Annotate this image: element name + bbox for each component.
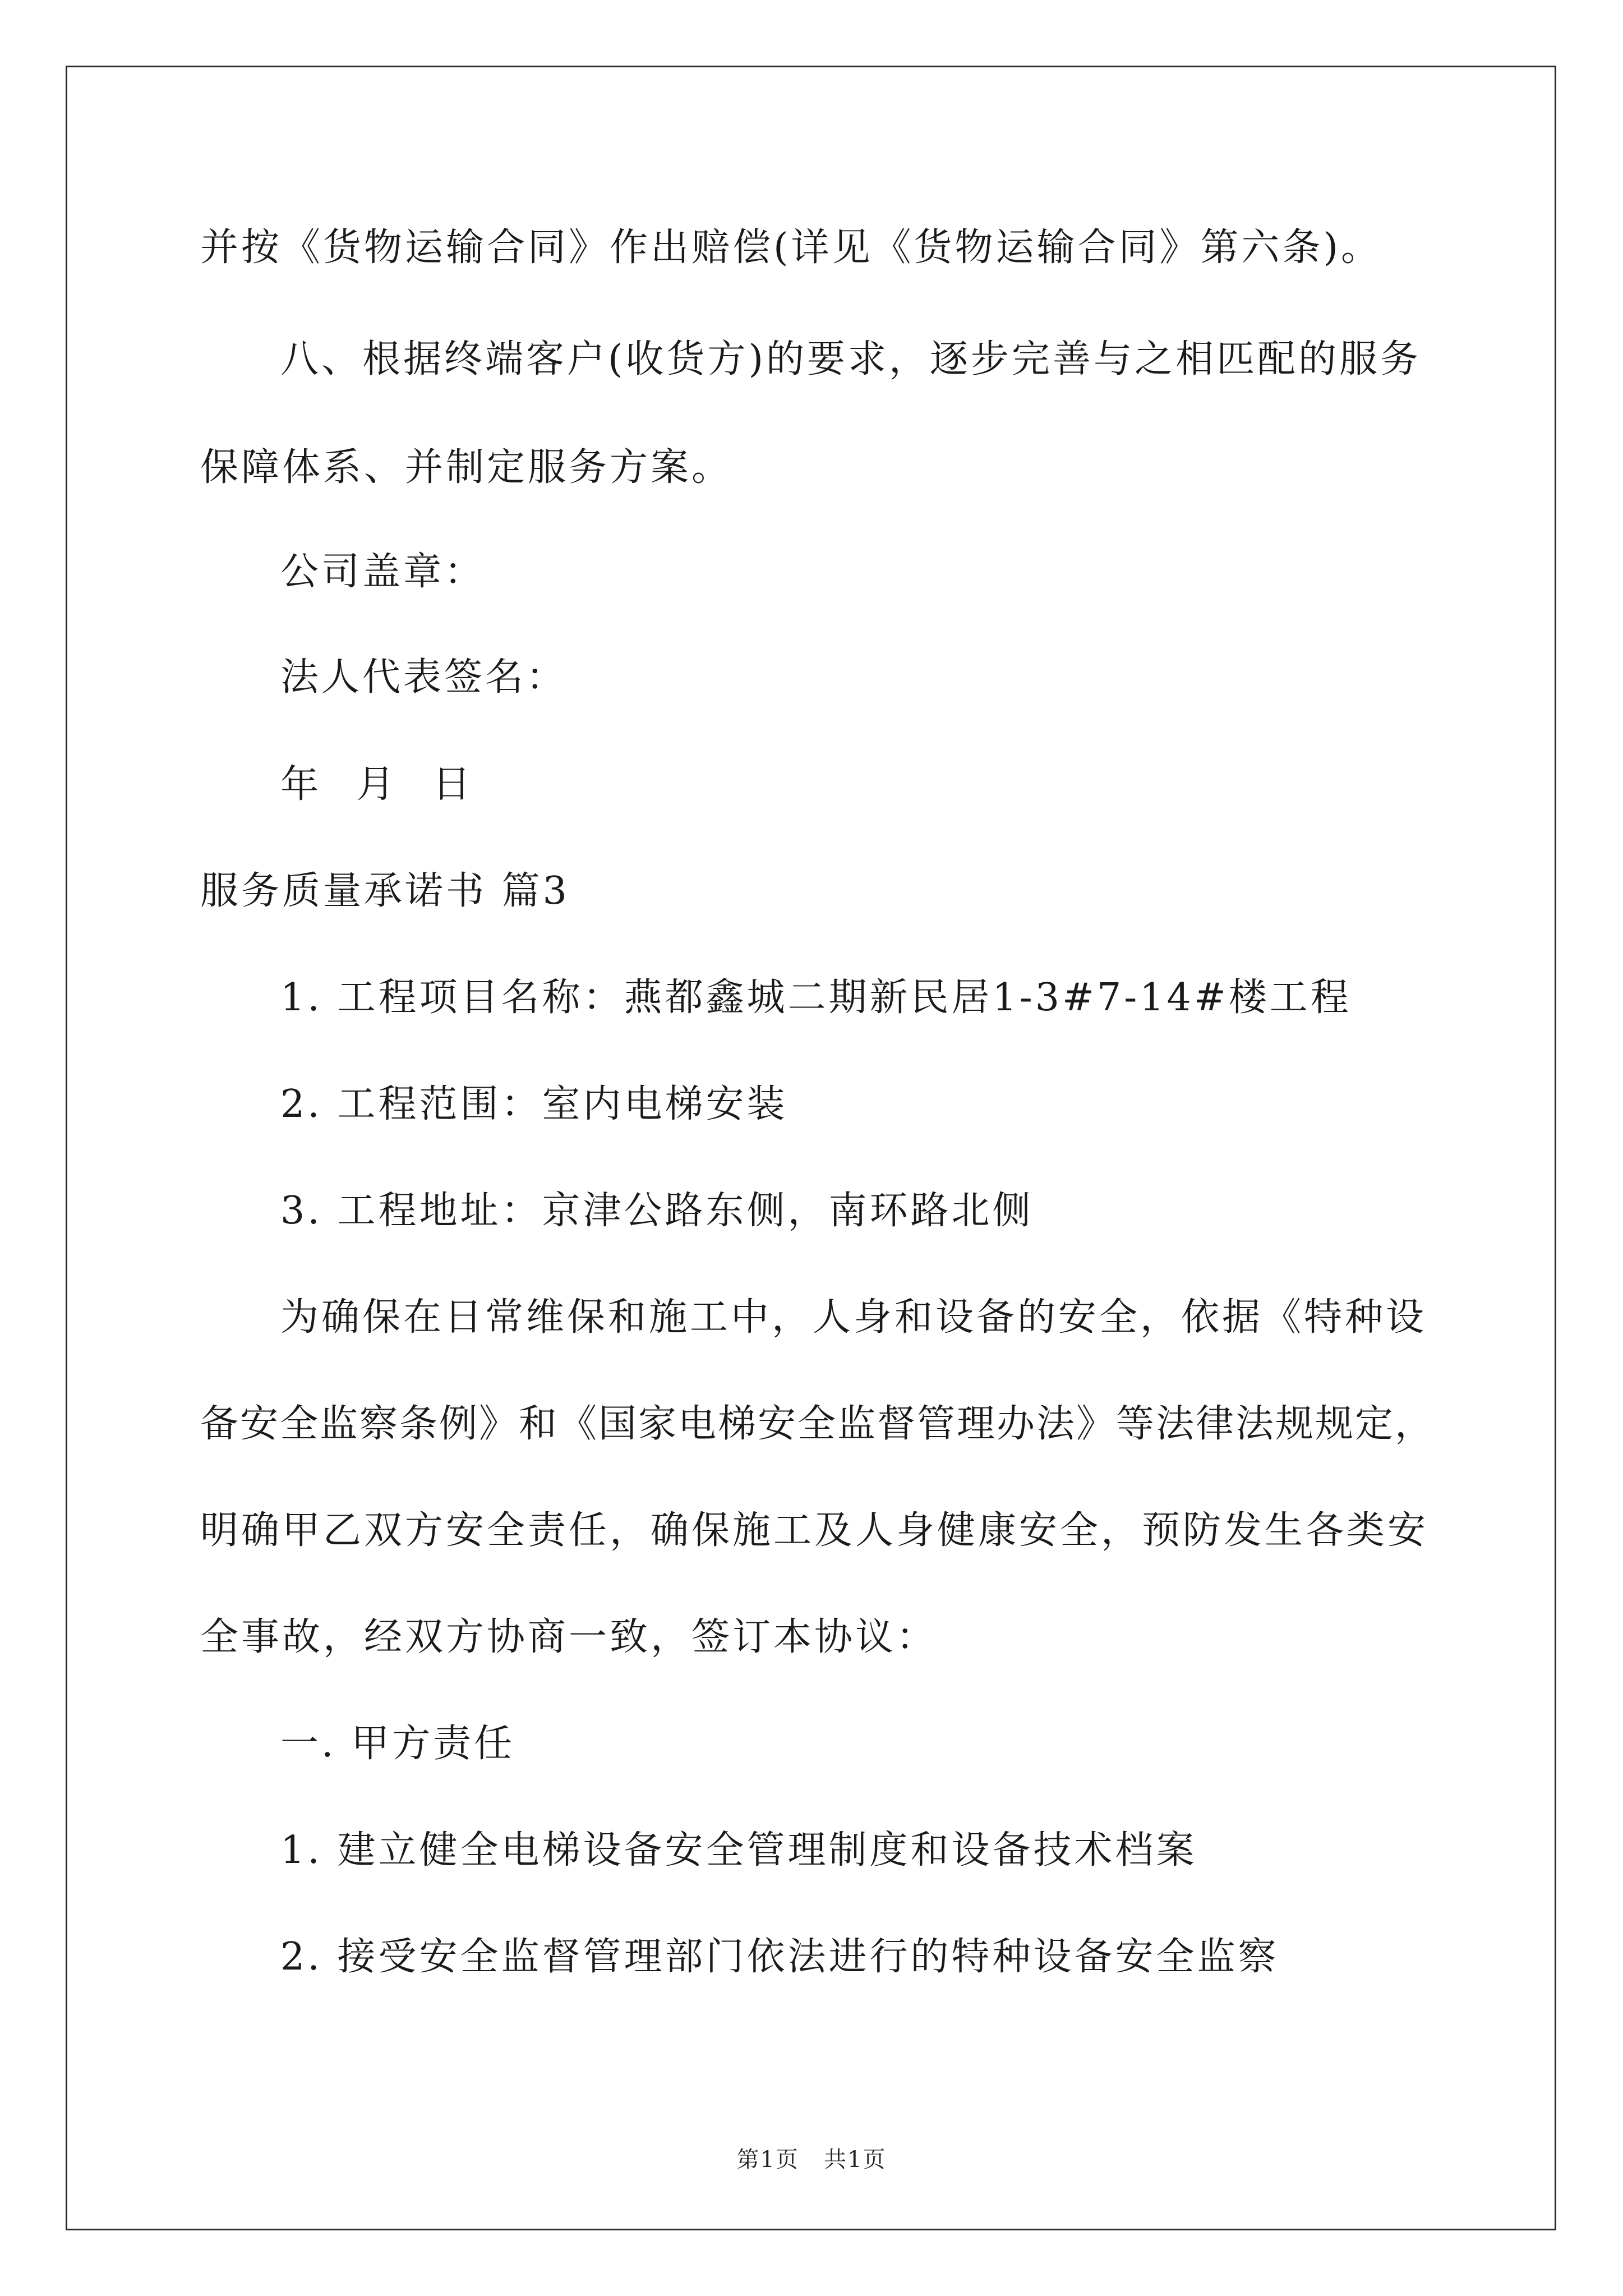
- paragraph-line: 为确保在日常维保和施工中，人身和设备的安全，依据《特种设: [280, 1295, 1427, 1340]
- page-border: [66, 66, 1556, 2230]
- subsection-heading: 一. 甲方责任: [280, 1722, 515, 1766]
- list-item: 2. 工程范围：室内电梯安装: [280, 1082, 788, 1126]
- company-seal-label: 公司盖章：: [280, 550, 486, 594]
- paragraph-line: 八、根据终端客户(收货方)的要求，逐步完善与之相匹配的服务: [280, 337, 1422, 381]
- page-footer: 第1页 共1页: [736, 2147, 887, 2173]
- list-item: 1. 建立健全电梯设备安全管理制度和设备技术档案: [280, 1828, 1197, 1872]
- paragraph-line: 明确甲乙双方安全责任，确保施工及人身健康安全，预防发生各类安: [200, 1508, 1429, 1553]
- paragraph-line: 全事故，经双方协商一致，签订本协议：: [200, 1615, 938, 1659]
- paragraph-line: 保障体系、并制定服务方案。: [200, 445, 733, 490]
- list-item: 2. 接受安全监督管理部门依法进行的特种设备安全监察: [280, 1935, 1279, 1979]
- paragraph-line: 备安全监察条例》和《国家电梯安全监督管理办法》等法律法规规定，: [200, 1402, 1435, 1446]
- section-heading: 服务质量承诺书 篇3: [200, 869, 570, 913]
- list-item: 1. 工程项目名称：燕都鑫城二期新民居1-3#7-14#楼工程: [280, 976, 1352, 1020]
- legal-representative-signature-label: 法人代表签名：: [280, 655, 568, 700]
- paragraph-line: 并按《货物运输合同》作出赔偿(详见《货物运输合同》第六条)。: [200, 226, 1382, 270]
- date-label: 年 月 日: [280, 762, 474, 807]
- list-item: 3. 工程地址：京津公路东侧，南环路北侧: [280, 1189, 1034, 1233]
